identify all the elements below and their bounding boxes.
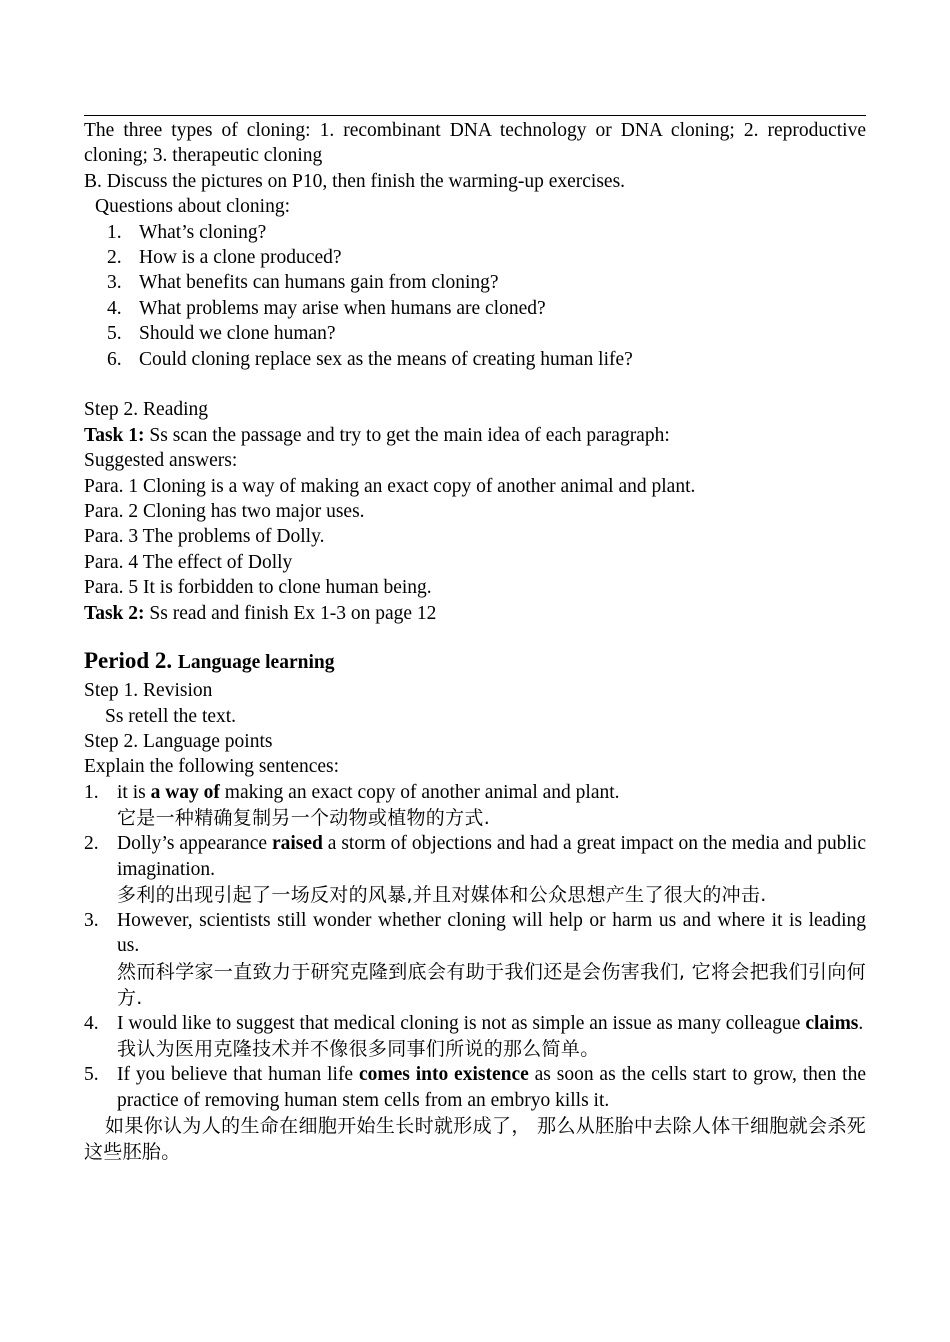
question-list [84, 220, 866, 372]
task2-label: Task 2: [84, 602, 145, 624]
chinese-translation-last: 如果你认为人的生命在细胞开始生长时就形成了， 那么从胚胎中去除人体干细胞就会杀死这些胚胎。 [84, 1114, 866, 1163]
chinese-translation: 我认为医用克隆技术并不像很多同事们所说的那么简单。 [117, 1038, 600, 1061]
list-item: 3. However, scientists still wonder whether cloning will help or harm us and where it is leading us. 然而科学家一直致力于研究克隆到底会有助于我们还是会伤害我们, 它将会把我们引向何方. [84, 909, 866, 1009]
list-item: 4. What problems may arise when humans are cloned? [107, 297, 546, 319]
cloning-types-line: The three types of cloning: 1. recombinant DNA technology or DNA cloning; 2. reproductive cloning; 3. therapeutic cloning [84, 120, 866, 167]
period2-subtitle: Language learning [177, 652, 335, 674]
task1-line [84, 423, 866, 448]
header-rule [84, 115, 866, 116]
chinese-translation: 多利的出现引起了一场反对的风暴,并且对媒体和公众思想产生了很大的冲击. [117, 883, 767, 906]
step2-reading-heading: Step 2. Reading [84, 399, 209, 421]
list-item: 1. What’s cloning? [107, 221, 267, 243]
task1-text: Ss scan the passage and try to get the main idea of each paragraph: [144, 424, 670, 446]
para-summary: Para. 4 The effect of Dolly [84, 551, 293, 573]
task2-text: Ss read and finish Ex 1-3 on page 12 [144, 602, 437, 624]
list-item: 4. I would like to suggest that medical cloning is not as simple an issue as many colleague claims. 我认为医用克隆技术并不像很多同事们所说的那么简单。 [84, 1011, 866, 1062]
chinese-translation: 它是一种精确复制另一个动物或植物的方式. [117, 807, 491, 830]
sentence-list [84, 780, 866, 1113]
questions-heading: Questions about cloning: [95, 196, 290, 218]
list-item: 3. What benefits can humans gain from cloning? [107, 272, 499, 294]
list-item: 5. If you believe that human life comes into existence as soon as the cells start to grow, then the practice of removing human stem cells from an embryo kills it. [84, 1064, 866, 1111]
chinese-translation: 然而科学家一直致力于研究克隆到底会有助于我们还是会伤害我们, 它将会把我们引向何方. [117, 960, 866, 1009]
suggested-answers-label: Suggested answers: [84, 450, 238, 472]
document-body [84, 118, 866, 1165]
explain-instruction: Explain the following sentences: [84, 756, 340, 778]
retell-instruction: Ss retell the text. [105, 705, 237, 727]
list-item: 1. it is a way of making an exact copy of another animal and plant. 它是一种精确复制另一个动物或植物的方式. [84, 780, 866, 831]
para-summary: Para. 1 Cloning is a way of making an exact copy of another animal and plant. [84, 475, 696, 497]
step2-language-points: Step 2. Language points [84, 730, 273, 752]
warming-up-instruction: B. Discuss the pictures on P10, then finish the warming-up exercises. [84, 170, 626, 192]
list-item: 2. How is a clone produced? [107, 247, 342, 269]
list-item: 2. Dolly’s appearance raised a storm of objections and had a great impact on the media and public imagination. 多利的出现引起了一场反对的风暴,并且对媒体和公众思想产生了很大的冲击. [84, 833, 866, 906]
list-item: 5. Should we clone human? [107, 323, 336, 345]
task1-label: Task 1: [84, 424, 145, 446]
step1-revision: Step 1. Revision [84, 680, 213, 702]
period2-title: Period 2. Language learning [84, 648, 335, 674]
list-item: 6. Could cloning replace sex as the means of creating human life? [107, 348, 633, 370]
para-summary: Para. 5 It is forbidden to clone human being. [84, 577, 432, 599]
para-summary: Para. 2 Cloning has two major uses. [84, 501, 365, 523]
para-summary: Para. 3 The problems of Dolly. [84, 526, 325, 548]
task2-line [84, 601, 866, 626]
